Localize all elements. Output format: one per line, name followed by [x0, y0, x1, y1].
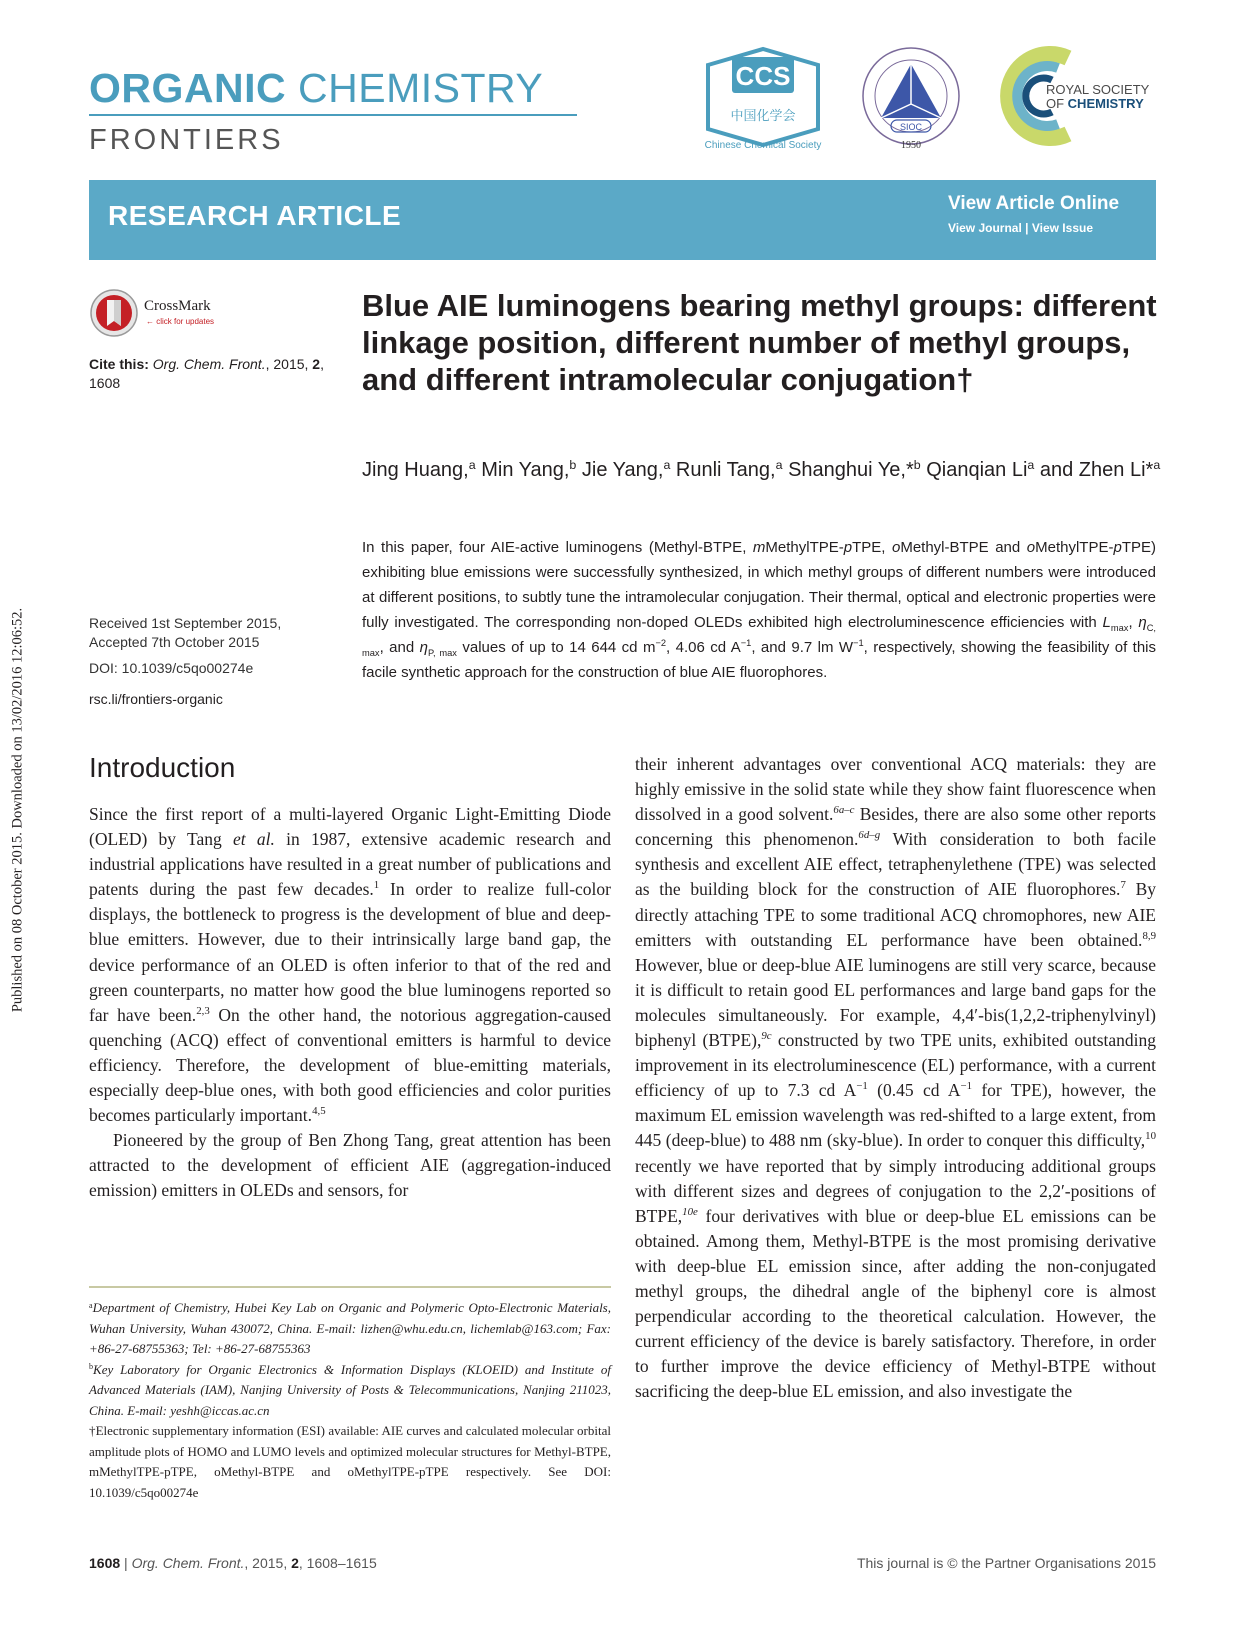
received-date: Received 1st September 2015, — [89, 615, 282, 631]
section-heading-introduction: Introduction — [89, 752, 236, 783]
body-paragraph: Pioneered by the group of Ben Zhong Tang, great attention has been attracted to the development of efficient AIE (aggregation-induced emission) emitters in OLEDs and sensors, for — [89, 1130, 611, 1201]
sioc-logo-label: SIOC — [899, 122, 923, 132]
view-article-online-link[interactable]: View Article Online — [948, 193, 1120, 214]
cite-journal: Org. Chem. Front. — [152, 356, 266, 372]
sioc-logo-icon — [853, 44, 969, 152]
footnote-affiliation-b: $^b$Key Laboratory for Organic Electronics & Information Displays (KLOEID) and Institute of Advanced Materials (IAM), Nanjing University of Posts & Telecommunications, Nanjing 211023, China. E-mail: yeshh@iccas.ac.cn — [89, 1361, 611, 1418]
download-stamp-text: Published on 08 October 2015. Downloaded on 13/02/2016 12:06:52. — [9, 607, 26, 1013]
author-affiliation: a — [1153, 458, 1161, 473]
ccs-logo-icon — [698, 45, 828, 155]
journal-name-light: CHEMISTRY — [298, 65, 544, 111]
body-paragraph: their inherent advantages over conventional ACQ materials: they are highly emissive in the solid state while they show faint fluorescence when dissolved in a good solvent.$^{6a-c}$ Besides, there are also some other reports concerning this phenomenon.$^{6d-g}$ With consideration to both facile synthesis and excellent AIE effect, tetraphenylethene (TPE) was selected as the building block for the construction of AIE fluorophores.$^7$ By directly attaching TPE to some traditional ACQ chromophores, new AIE emitters with outstanding EL performance have been obtained.$^{8,9}$ However, blue or deep-blue AIE luminogens are still very scarce, because it is difficult to retain good EL performances and large band gaps for the molecules simultaneously. For example, 4,4′-bis(1,2,2-triphenylvinyl) biphenyl (BTPE),$^{9c}$ constructed by two TPE units, exhibited outstanding improvement in its electroluminescence (EL) performance, with a current efficiency of up to 7.3 cd $A^{-1}$ (0.45 cd $A^{-1}$ for TPE), however, the maximum EL emission wavelength was red-shifted to a large extent, from 445 (deep-blue) to 488 nm (sky-blue). In order to conquer this difficulty,$^{10}$ recently we have reported that by simply introducing additional groups with different sizes and degrees of conjugation to the 2,2′-positions of BTPE,$^{10e}$ four derivatives with blue or deep-blue EL emissions can be obtained. Among them, Methyl-BTPE is the most promising derivative with deep-blue EL emission since, after adding the non-conjugated methyl groups, the dihedral angle of the biphenyl core is almost perpendicular according to the theoretical calculation. However, the current efficiency of the device is barely satisfactory. Therefore, in order to further improve the device efficiency of Methyl-BTPE without sacrificing the deep-blue EL emission, and also investigate the — [635, 754, 1156, 1402]
svg-text:CCS: CCS — [735, 61, 791, 91]
journal-name[interactable] — [89, 64, 543, 112]
crossmark-label[interactable]: CrossMark — [144, 298, 211, 314]
footnote-rule — [89, 1286, 611, 1288]
page-footer-left: 1608 | Org. Chem. Front., 2015, 2, 1608–1615 — [89, 1555, 377, 1571]
rsc-line2: OF CHEMISTRY — [1046, 96, 1144, 111]
journal-link[interactable]: rsc.li/frontiers-organic — [89, 691, 223, 707]
article-title: Blue AIE luminogens bearing methyl groups: different linkage position, different number of methyl groups, and different intramolecular conjugation† — [362, 288, 1157, 397]
view-links — [948, 221, 1093, 235]
body-column-right — [635, 752, 1156, 1404]
author-affiliation: a — [1027, 458, 1035, 473]
article-type: RESEARCH ARTICLE — [108, 200, 402, 231]
sioc-year: 1950 — [901, 140, 921, 151]
view-links-separator: | — [1021, 221, 1032, 235]
author-affiliation: a — [663, 458, 671, 473]
author: Qianqian Li — [920, 459, 1028, 481]
accepted-date: Accepted 7th October 2015 — [89, 634, 260, 650]
body-column-left — [89, 802, 611, 1204]
crossmark-icon[interactable] — [89, 288, 139, 338]
arrow-left-icon: ← — [146, 317, 154, 326]
footnote-esi: †Electronic supplementary information (ESI) available: AIE curves and calculated molecular orbital amplitude plots of HOMO and LUMO levels and optimized molecular structures for Methyl-BTPE, mMethylTPE-pTPE, oMethyl-BTPE and oMethylTPE-pTPE respectively. See DOI: 10.1039/c5qo00274e — [89, 1423, 611, 1500]
author-affiliation: a — [775, 458, 783, 473]
rsc-line1: ROYAL SOCIETY — [1046, 82, 1150, 97]
author: Min Yang, — [475, 459, 570, 481]
eta-symbol: η — [419, 639, 428, 656]
view-journal-link[interactable]: View Journal — [948, 221, 1022, 235]
author: Jie Yang, — [576, 459, 664, 481]
author-list — [362, 458, 1162, 483]
view-issue-link[interactable]: View Issue — [1031, 221, 1093, 235]
citation: Cite this: Org. Chem. Front., 2015, 2, 1608 — [89, 356, 324, 391]
author-affiliation: b — [913, 458, 921, 473]
page-number: 1608 — [89, 1555, 121, 1571]
ccs-logo-cn: 中国化学会 — [730, 109, 796, 124]
crossmark-sub[interactable]: ← click for updates — [146, 317, 215, 326]
journal-rule — [89, 114, 577, 116]
author: Runli Tang, — [670, 459, 776, 481]
article-dates — [89, 614, 344, 652]
body-paragraph: Since the first report of a multi-layered Organic Light-Emitting Diode (OLED) by Tang et al. in 1987, extensive academic research and industrial applications have resulted in a great number of publications and patents during the past few decades.$^1$ In order to realize full-color displays, the bottleneck to progress is the development of blue and deep-blue emitters. However, due to their intrinsically large band gap, the device performance of an OLED is often inferior to that of the red and green counterparts, no matter how good the blue luminogens reported so far have been.$^{2,3}$ On the other hand, the notorious aggregation-caused quenching (ACQ) effect of conventional emitters is harmful to device efficiency. Therefore, the development of blue-emitting materials, especially deep-blue ones, with both good efficiencies and color purities becomes particularly important.$^{4,5}$ — [89, 804, 612, 1126]
author: Jing Huang, — [362, 459, 469, 481]
journal-name-bold: ORGANIC — [89, 65, 287, 111]
ccs-caption: Chinese Chemical Society — [704, 140, 822, 151]
rsc-logo-text — [1046, 83, 1149, 111]
footnote-affiliation-a: $^a$Department of Chemistry, Hubei Key Lab on Organic and Polymeric Opto-Electronic Materials, Wuhan University, Wuhan 430072, China. E-mail: lizhen@whu.edu.cn, lichemlab@163.com; Fax: +86-27-68755363; Tel: +86-27-68755363 — [89, 1300, 611, 1356]
doi[interactable]: DOI: 10.1039/c5qo00274e — [89, 660, 254, 676]
abstract: In this paper, four AIE-active luminogens (Methyl-BTPE, mMethylTPE-pTPE, oMethyl-BTPE and oMethylTPE-pTPE) exhibiting blue emissions were successfully synthesized, in which methyl groups of different numbers were introduced at different positions, to subtly tune the intramolecular conjugation. Their thermal, optical and electronic properties were fully investigated. The corresponding non-doped OLEDs exhibited high electroluminescence efficiencies with $L_{max}$, $\eta_{C, max}$, and $\eta_{P, max}$ values of up to 14 644 cd $m^{-2}$, 4.06 cd $A^{-1}$, and 9.7 lm $W^{-1}$, respectively, showing the feasibility of this facile synthetic approach for the construction of blue AIE fluorophores. — [362, 539, 1157, 681]
page-footer-right: This journal is © the Partner Organisations 2015 — [856, 1555, 1156, 1571]
cite-prefix: Cite this: — [89, 356, 153, 372]
author-affiliation: a — [468, 458, 476, 473]
cite-volume: 2 — [312, 356, 321, 372]
footnotes — [89, 1298, 611, 1503]
author-affiliation: b — [569, 458, 577, 473]
author: and Zhen Li* — [1034, 459, 1154, 481]
author: Shanghui Ye,* — [782, 459, 914, 481]
journal-subtitle: FRONTIERS — [89, 124, 284, 156]
